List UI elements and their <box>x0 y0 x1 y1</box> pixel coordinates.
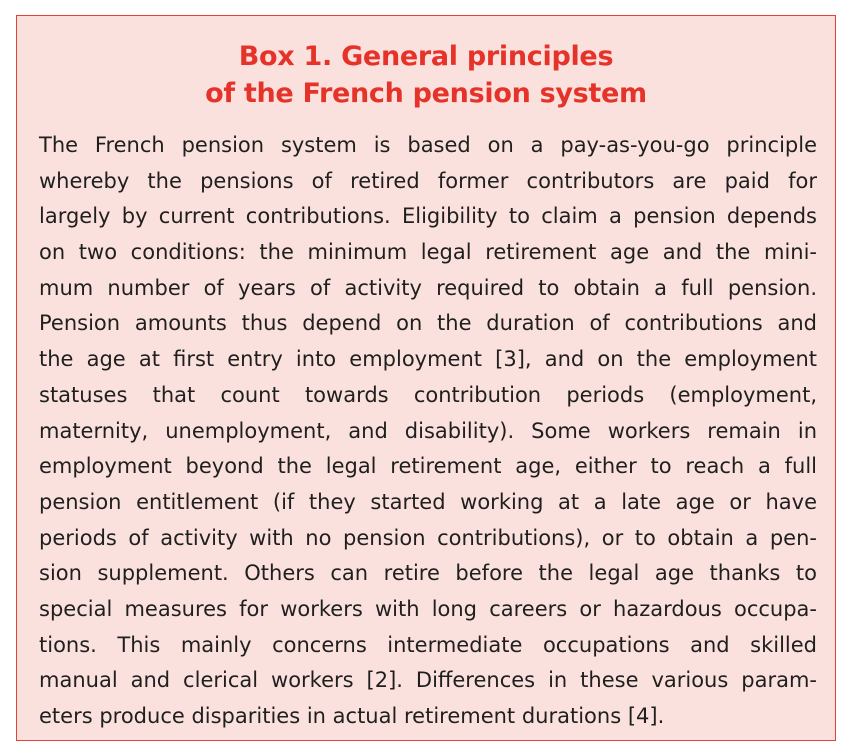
body-line: statuses that count towards contribution periods (employment, <box>39 382 817 407</box>
body-line: maternity, unemployment, and disability). Some workers remain in <box>39 418 817 443</box>
box-title-line: Box 1. General principles <box>238 41 614 72</box>
body-line: on two conditions: the minimum legal retirement age and the mini- <box>39 240 817 265</box>
body-line: sion supplement. Others can retire before the legal age thanks to <box>39 561 817 586</box>
box-body-paragraph <box>39 128 817 735</box>
body-line: eters produce disparities in actual retirement durations [4]. <box>39 704 665 728</box>
body-line: manual and clerical workers [2]. Differences in these various param- <box>39 668 817 693</box>
body-line: pension entitlement (if they started working at a late age or have <box>39 489 817 514</box>
body-line: Pension amounts thus depend on the duration of contributions and <box>39 311 817 336</box>
body-line: tions. This mainly concerns intermediate occupations and skilled <box>39 632 817 657</box>
body-line: largely by current contributions. Eligibility to claim a pension depends <box>39 204 817 229</box>
body-line: special measures for workers with long careers or hazardous occupa- <box>39 596 817 621</box>
box-title-line: of the French pension system <box>205 78 647 109</box>
body-line: mum number of years of activity required to obtain a full pension. <box>39 275 817 300</box>
body-line: The French pension system is based on a pay-as-you-go principle <box>39 133 817 157</box>
box-title <box>17 38 835 112</box>
info-box <box>16 15 836 741</box>
body-line: the age at first entry into employment [3], and on the employment <box>39 347 817 372</box>
body-line: employment beyond the legal retirement age, either to reach a full <box>39 454 817 479</box>
body-line: whereby the pensions of retired former contributors are paid for <box>39 168 817 193</box>
body-line: periods of activity with no pension contributions), or to obtain a pen- <box>39 525 817 550</box>
